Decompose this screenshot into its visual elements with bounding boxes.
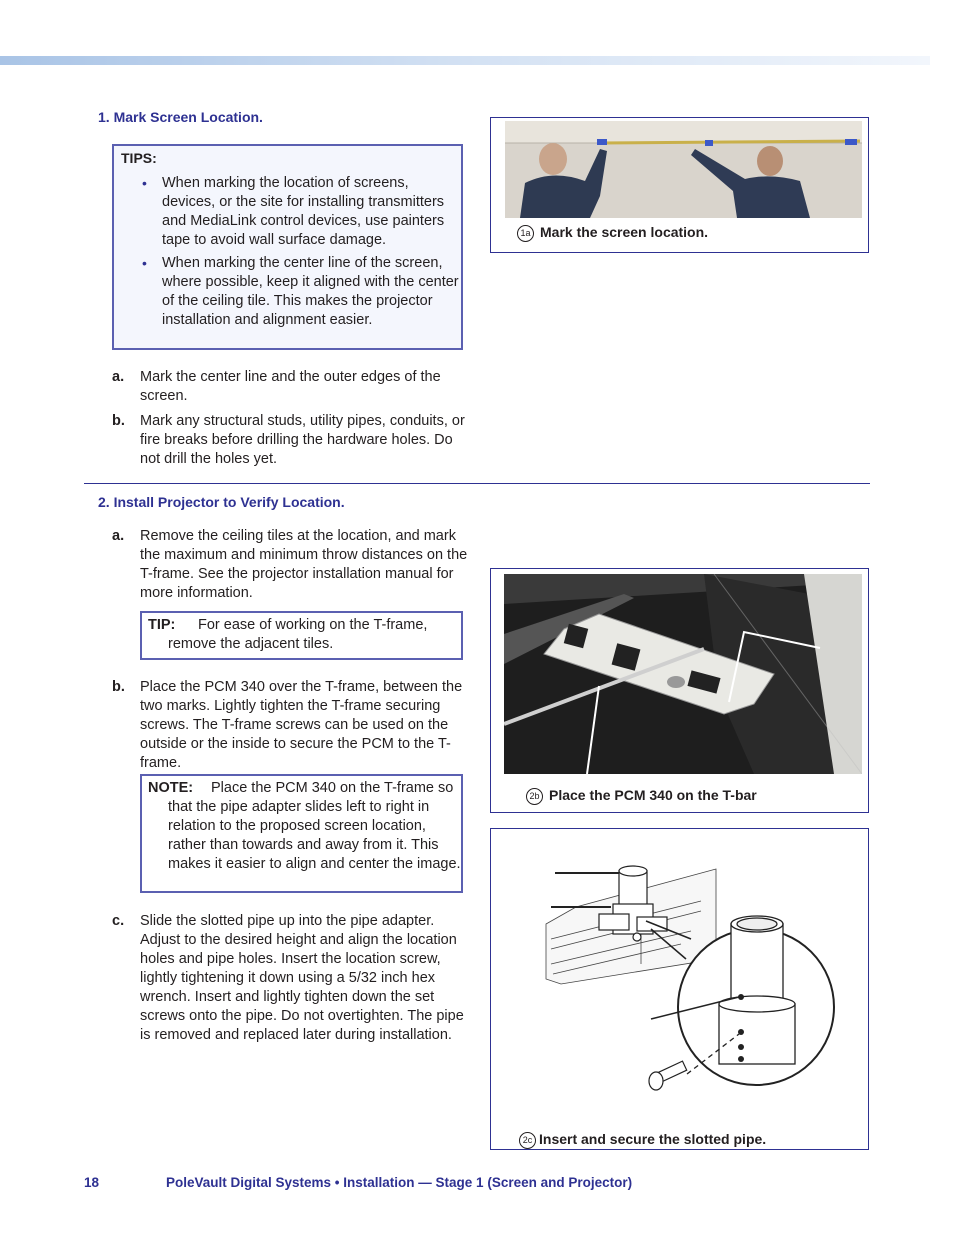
tip-text: For ease of working on the T-frame, remove the adjacent tiles. bbox=[168, 617, 428, 652]
tip-item bbox=[142, 174, 462, 250]
step-1b bbox=[112, 412, 472, 472]
figure-badge: 1a bbox=[517, 225, 534, 242]
pcm-on-tbar-photo bbox=[504, 574, 862, 774]
step-label: b. bbox=[112, 679, 125, 695]
step-text: Mark any structural studs, utility pipes, conduits, or fire breaks before drilling the hardware holes. Do not drill the holes yet. bbox=[140, 413, 465, 467]
tip-item bbox=[142, 254, 462, 350]
step-text: Slide the slotted pipe up into the pipe adapter. Adjust to the desired height and align the location holes and pipe holes. Insert the location screw, lightly tightening it down using a 5/32 inch hex wrench. Insert and lightly tighten down the set screws onto the pipe. Do not overtighten. The pipe is removed and replaced later during installation. bbox=[140, 913, 464, 1043]
screen-location-photo bbox=[505, 121, 862, 218]
caption-text: Place the PCM 340 on the T-bar bbox=[549, 787, 757, 803]
figure-2b bbox=[490, 568, 869, 813]
tip-text: When marking the center line of the screen, where possible, keep it aligned with the center of the ceiling tile. This makes the projector installation and alignment easier. bbox=[162, 255, 459, 328]
bullet-icon: • bbox=[142, 255, 147, 271]
caption-text: Mark the screen location. bbox=[540, 224, 709, 240]
figure-2c bbox=[490, 828, 869, 1150]
figure-2c-caption bbox=[519, 1131, 766, 1149]
note-text: Place the PCM 340 on the T-frame so that the pipe adapter slides left to right in relation to the proposed screen location, rather than towards and away from it. This makes it easier to align and center the image. bbox=[168, 780, 461, 872]
tips-box bbox=[112, 144, 463, 350]
figure-1a bbox=[490, 117, 869, 253]
step-label: a. bbox=[112, 369, 125, 385]
section-1-heading: 1. Mark Screen Location. bbox=[98, 109, 263, 125]
tip-title: TIP: bbox=[148, 617, 176, 633]
step-1a bbox=[112, 368, 472, 408]
note-title: NOTE: bbox=[148, 780, 194, 796]
step-label: c. bbox=[112, 913, 125, 929]
figure-badge: 2b bbox=[526, 788, 543, 805]
section-2-heading: 2. Install Projector to Verify Location. bbox=[98, 494, 345, 510]
page-number: 18 bbox=[84, 1175, 100, 1190]
figure-1a-caption bbox=[517, 224, 708, 242]
tip-text: When marking the location of screens, devices, or the site for installing transmitters and MediaLink control devices, use painters tape to avoid wall surface damage. bbox=[162, 175, 445, 248]
caption-text: Insert and secure the slotted pipe. bbox=[539, 1131, 767, 1147]
slotted-pipe-diagram bbox=[491, 829, 867, 1109]
section-divider bbox=[84, 483, 870, 484]
tip-box bbox=[140, 611, 463, 660]
step-2c bbox=[112, 912, 472, 1062]
bullet-icon: • bbox=[142, 175, 147, 191]
step-label: a. bbox=[112, 528, 125, 544]
step-text: Mark the center line and the outer edges of the screen. bbox=[140, 369, 441, 404]
step-text: Place the PCM 340 over the T-frame, between the two marks. Lightly tighten the T-frame securing screws. The T-frame screws can be used on the outside or the inside to secure the PCM to the T-frame. bbox=[140, 679, 463, 771]
figure-2b-caption bbox=[526, 787, 757, 805]
step-2b bbox=[112, 678, 472, 774]
header-gradient-bar bbox=[0, 56, 930, 65]
step-label: b. bbox=[112, 413, 125, 429]
figure-badge: 2c bbox=[519, 1132, 536, 1149]
step-2a bbox=[112, 527, 472, 605]
tips-title: TIPS: bbox=[121, 150, 157, 166]
note-box bbox=[140, 774, 463, 893]
step-text: Remove the ceiling tiles at the location, and mark the maximum and minimum throw distances on the T-frame. See the projector installation manual for more information. bbox=[140, 528, 468, 601]
footer-title: PoleVault Digital Systems • Installation — Stage 1 (Screen and Projector) bbox=[166, 1175, 633, 1190]
